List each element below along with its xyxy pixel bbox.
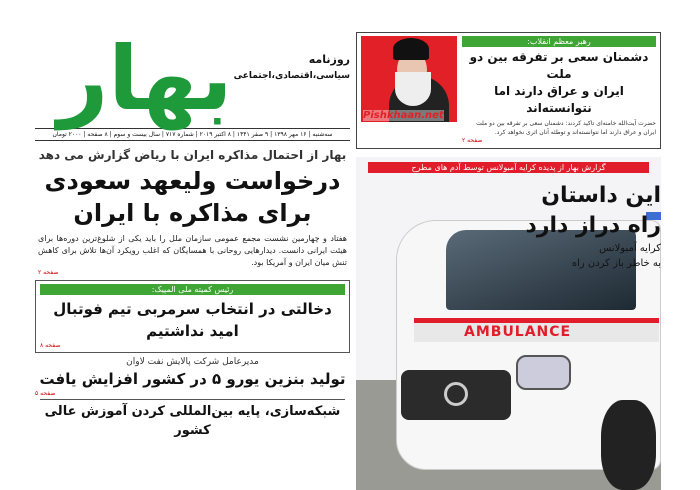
headlight xyxy=(516,355,571,390)
body-text: حضرت آیت‌الله خامنه‌ای تاکید کردند: دشمنان سعی بر تفرقه بین دو ملت ایران و عراق دارند اما نتوانسته‌اند و توطئه آنان اثری نخواهد کرد. xyxy=(476,120,656,136)
main-headline[interactable] xyxy=(35,165,350,229)
main-body xyxy=(35,233,350,277)
headline-line: امید نداشتیم xyxy=(146,322,239,340)
ambulance-story[interactable] xyxy=(356,157,661,490)
wheel xyxy=(601,400,656,490)
divider xyxy=(40,399,345,400)
leader-story[interactable] xyxy=(356,32,661,149)
ambulance-subtitle xyxy=(506,241,661,271)
right-column xyxy=(356,32,661,490)
headline-line: دخالتی در انتخاب سرمربی تیم فوتبال xyxy=(53,300,332,318)
headline-line: ایران و عراق دارند اما نتوانسته‌اند xyxy=(494,84,624,115)
beard-shape xyxy=(395,72,431,106)
ambulance-kicker: گزارش بهار از پدیده کرایه آمبولانس توسط آدم های مطرح xyxy=(368,162,649,173)
olympic-story[interactable] xyxy=(35,280,350,353)
ambulance-headline xyxy=(506,181,661,241)
headline-line: درخواست ولیعهد سعودی xyxy=(44,167,341,195)
page-ref: صفحه ۲ xyxy=(462,137,483,144)
olympic-kicker: رئیس کمیته ملی المپیک: xyxy=(40,284,345,295)
leader-text xyxy=(462,36,656,145)
leader-headline xyxy=(462,49,656,117)
main-kicker: بهار از احتمال مذاکره ایران با ریاض گزارش می دهد xyxy=(38,148,347,162)
subtitle-line: کرایه آمبولانس xyxy=(599,243,661,254)
fuel-kicker: مدیرعامل شرکت پالایش نفت لاوان xyxy=(126,357,259,367)
headline-line: راه دراز دارد xyxy=(525,213,661,238)
leader-photo xyxy=(361,36,457,122)
fuel-headline[interactable]: تولید بنزین یورو ۵ در کشور افزایش یافت xyxy=(39,370,346,388)
page-ref: صفحه ۲ xyxy=(38,269,59,276)
subtitle-line: به خاطر باز کردن راه xyxy=(571,258,661,269)
paper-label: روزنامه xyxy=(308,53,350,66)
page-ref: صفحه ۸ xyxy=(40,342,61,349)
left-column xyxy=(35,27,350,440)
headline-line: این داستان xyxy=(541,183,661,208)
edu-headline[interactable]: شبکه‌سازی، پایه بین‌المللی کردن آموزش عالی کشور xyxy=(44,404,341,438)
mercedes-logo xyxy=(444,382,468,406)
leader-body xyxy=(462,119,656,145)
dateline: سه‌شنبه | ۱۶ مهر ۱۳۹۸ | ۹ صفر ۱۴۴۱ | ۸ اکتبر ۲۰۱۹ | شماره ۷۱۷ | سال بیست و سوم | ۸ صفحه | ۲۰۰۰ تومان xyxy=(35,128,350,141)
headline-line: دشمنان سعی بر تفرقه بین دو ملت xyxy=(469,50,649,81)
watermark: Pishkhaan.net xyxy=(363,110,444,121)
page-ref: صفحه ۵ xyxy=(35,390,56,397)
ambulance-label: AMBULANCE xyxy=(414,318,659,342)
leader-kicker: رهبر معظم انقلاب: xyxy=(462,36,656,47)
body-text: هفتاد و چهارمین نشست مجمع عمومی سازمان ملل را باید یکی از شلوغ‌ترین دوره‌ها برای هیئت ایرانی دانست. دیدارهایی روحانی با همسایگان که اغلب رویکرد آن‌ها تلاش برای کاهش تنش میان ایران و آمریکا بود. xyxy=(38,234,347,267)
ambulance-head xyxy=(356,157,661,271)
turban-shape xyxy=(393,38,429,60)
tagline: سیاسی،اقتصادی،اجتماعی xyxy=(233,71,350,81)
logo: بهار xyxy=(57,27,233,130)
olympic-headline xyxy=(40,298,345,342)
headline-line: برای مذاکره با ایران xyxy=(73,199,312,227)
masthead-tags xyxy=(233,30,350,128)
masthead xyxy=(35,27,350,130)
